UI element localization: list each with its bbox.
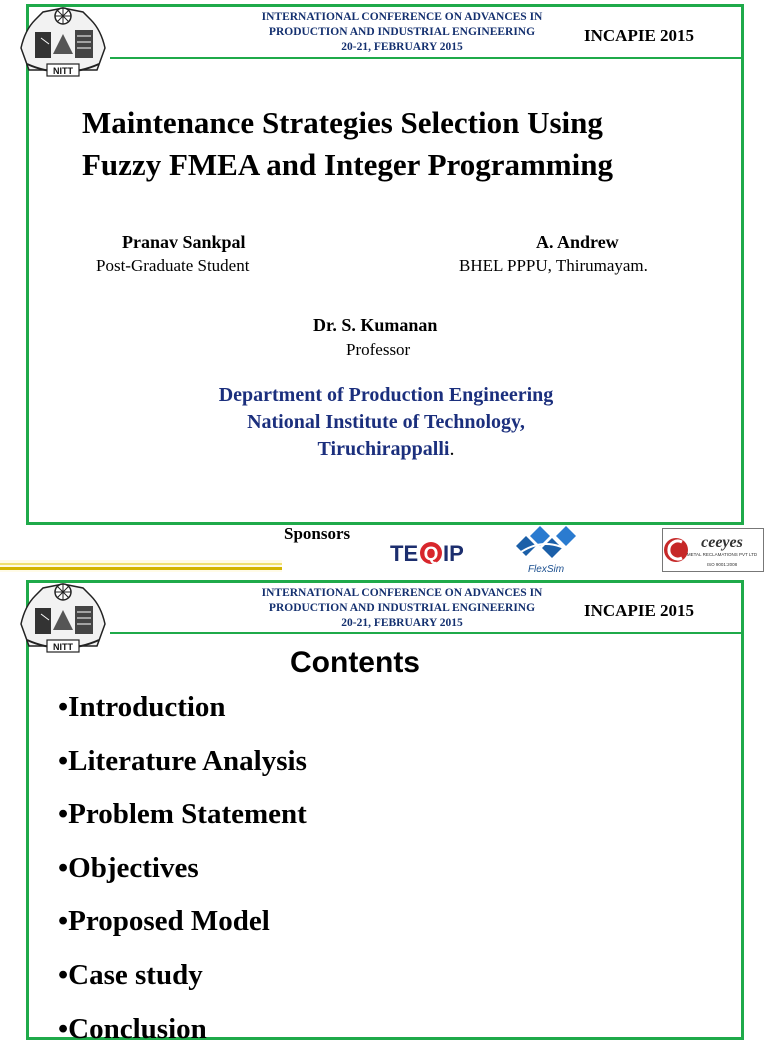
- ceeyes-logo-icon: [662, 528, 764, 572]
- author-1-name: Pranav Sankpal: [122, 232, 246, 252]
- decorative-strip: [0, 560, 282, 572]
- teqip-logo-icon: [388, 532, 474, 572]
- header-divider: [110, 632, 741, 634]
- nitt-logo-icon: [13, 0, 113, 80]
- dept-suffix: .: [449, 438, 455, 460]
- contents-item: •Introduction: [58, 691, 226, 723]
- svg-text:METAL RECLAMATIONS PVT LTD: METAL RECLAMATIONS PVT LTD: [686, 552, 758, 557]
- author-2-name: A. Andrew: [536, 232, 619, 252]
- svg-text:Q: Q: [423, 544, 439, 565]
- svg-text:TE: TE: [390, 541, 419, 566]
- contents-item: •Problem Statement: [58, 798, 307, 831]
- svg-text:IP: IP: [443, 541, 464, 566]
- dept-line-3: Tiruchirappalli: [317, 438, 450, 460]
- nitt-logo-icon: [13, 576, 113, 656]
- conference-dates: 20-21, FEBRUARY 2015: [341, 41, 463, 53]
- department-affiliation: [120, 382, 652, 463]
- conference-line-2: PRODUCTION AND INDUSTRIAL ENGINEERING: [268, 602, 536, 614]
- contents-item: •Literature Analysis: [58, 744, 307, 777]
- author-3-role: Professor: [346, 340, 411, 359]
- contents-item: •Conclusion: [58, 1012, 207, 1045]
- flexsim-logo-icon: [512, 524, 580, 576]
- author-3-name: Dr. S. Kumanan: [313, 315, 438, 335]
- conference-line-1: INTERNATIONAL CONFERENCE ON ADVANCES IN: [261, 587, 543, 599]
- svg-text:NITT: NITT: [53, 642, 73, 652]
- contents-item: •Proposed Model: [58, 905, 270, 938]
- sponsors-label: Sponsors: [284, 524, 351, 543]
- conference-line-2: PRODUCTION AND INDUSTRIAL ENGINEERING: [268, 26, 536, 38]
- conference-line-1: INTERNATIONAL CONFERENCE ON ADVANCES IN: [261, 11, 543, 23]
- conference-dates: 20-21, FEBRUARY 2015: [341, 617, 463, 629]
- author-1-role: Post-Graduate Student: [96, 256, 250, 275]
- svg-text:FlexSim: FlexSim: [527, 564, 565, 575]
- title-line-2: Fuzzy FMEA and Integer Programming: [82, 147, 613, 182]
- contents-slide: [0, 580, 768, 1045]
- contents-item: •Objectives: [58, 851, 199, 884]
- author-2-role: BHEL PPPU, Thirumayam.: [459, 256, 648, 275]
- header-divider: [110, 57, 741, 59]
- conference-name: [222, 586, 582, 631]
- dept-line-2: National Institute of Technology,: [247, 411, 525, 433]
- contents-heading: Contents: [290, 646, 420, 679]
- title-line-1: Maintenance Strategies Selection Using: [82, 105, 603, 140]
- svg-text:ceeyes: ceeyes: [701, 534, 743, 551]
- conference-name: [222, 10, 582, 55]
- dept-line-1: Department of Production Engineering: [218, 384, 554, 406]
- contents-item: •Case study: [58, 958, 203, 991]
- svg-text:ISO 9001:2008: ISO 9001:2008: [706, 562, 738, 567]
- conference-acronym: INCAPIE 2015: [584, 26, 695, 45]
- presentation-title: [82, 102, 702, 186]
- conference-acronym: INCAPIE 2015: [584, 601, 695, 620]
- contents-list: [58, 686, 307, 1061]
- svg-text:NITT: NITT: [53, 66, 73, 76]
